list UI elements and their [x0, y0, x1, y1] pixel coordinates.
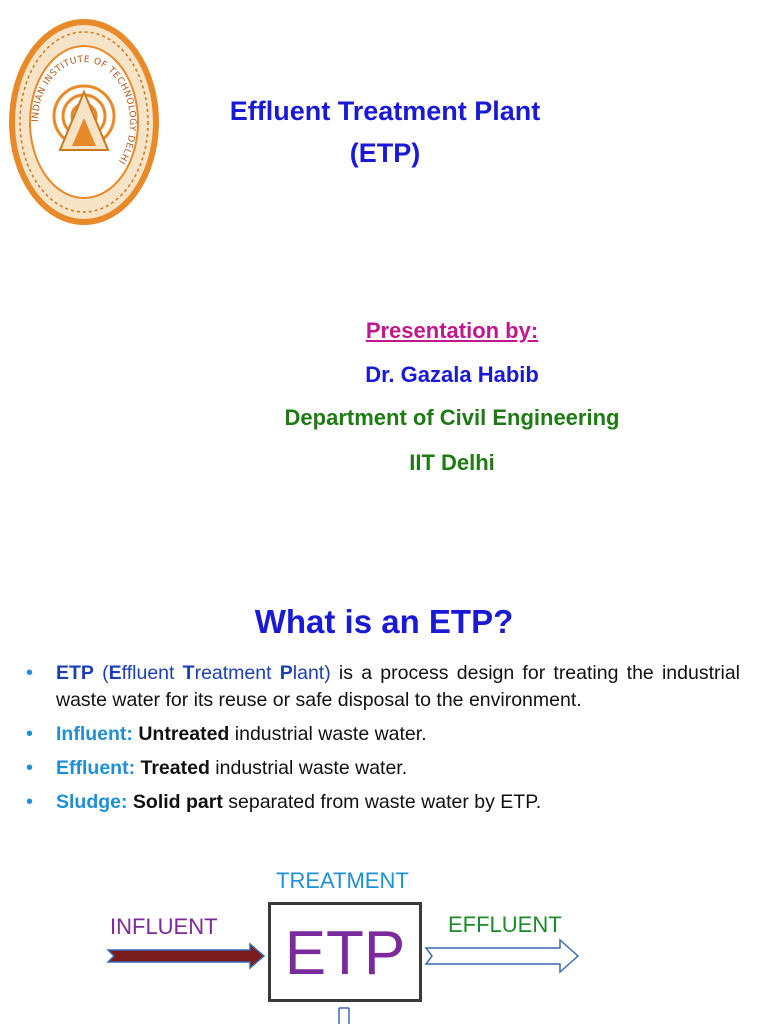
word-plant: lant) [292, 662, 331, 684]
influent-label: INFLUENT [110, 914, 218, 939]
bullet-dot: • [26, 757, 34, 779]
treatment-label: TREATMENT [276, 868, 409, 893]
term-effluent: Effluent: [56, 757, 136, 779]
bold-treated: Treated [140, 757, 210, 779]
title-line-1: Effluent Treatment Plant [229, 96, 541, 126]
bullet-list [26, 660, 740, 823]
term-influent: Influent: [56, 723, 133, 745]
presented-by-label: Presentation by: [365, 318, 539, 343]
institute-name: IIT Delhi [409, 450, 495, 475]
paren-open: ( [102, 662, 109, 684]
etp-abbr: ETP [56, 662, 94, 684]
influent-arrow-icon [108, 944, 264, 968]
bold-solid-part: Solid part [132, 791, 223, 813]
effluent-label: EFFLUENT [448, 912, 562, 937]
bullet-dot: • [26, 723, 34, 745]
bold-untreated: Untreated [138, 723, 230, 745]
bullet-sludge [26, 789, 740, 816]
department-name: Department of Civil Engineering [284, 405, 620, 430]
bullet-etp-definition [26, 660, 740, 714]
bullet-dot: • [26, 662, 34, 684]
effluent-text: industrial waste water. [209, 757, 408, 779]
letter-t: T [182, 662, 195, 684]
author-name: Dr. Gazala Habib [365, 362, 539, 387]
sludge-text: separated from waste water by ETP. [222, 791, 542, 813]
definition-text: is a process design for treating the industrial waste water for its reuse or safe disposal to the environment. [56, 662, 741, 711]
letter-e: E [108, 662, 122, 684]
letter-p: P [279, 662, 293, 684]
effluent-arrow-icon [426, 940, 578, 972]
bullet-influent [26, 721, 740, 748]
sludge-arrow-icon [339, 1008, 349, 1024]
etp-box-label: ETP [284, 919, 406, 988]
title-line-2: (ETP) [349, 138, 421, 168]
term-sludge: Sludge: [56, 791, 128, 813]
word-treatment: reatment [194, 662, 280, 684]
influent-text: industrial waste water. [229, 723, 427, 745]
bullet-dot: • [26, 791, 34, 813]
slide-title: What is an ETP? [254, 603, 514, 640]
seal-text: INDIAN INSTITUTE OF TECHNOLOGY DELHI [30, 54, 138, 166]
iit-delhi-seal-icon [8, 18, 160, 226]
bullet-effluent [26, 755, 740, 782]
word-effluent: ffluent [121, 662, 183, 684]
